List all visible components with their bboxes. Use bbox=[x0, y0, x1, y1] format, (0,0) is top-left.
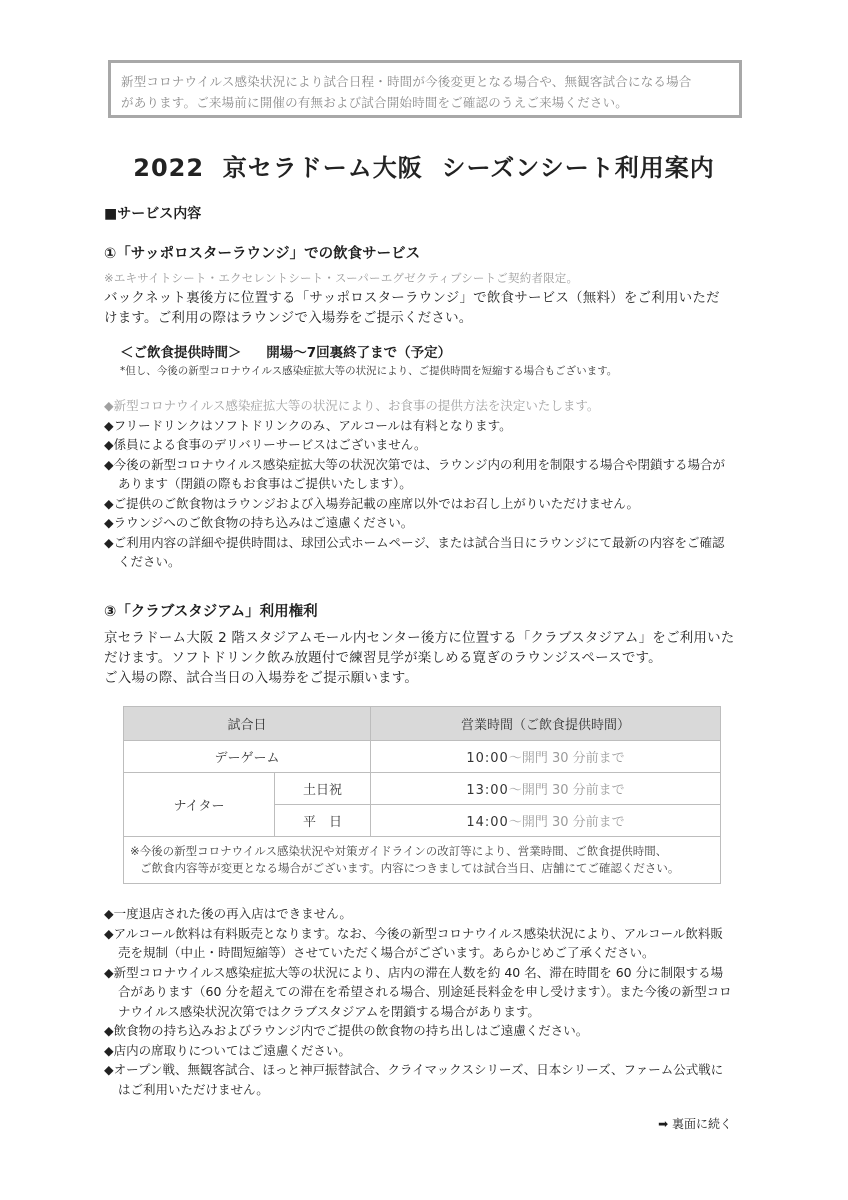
list-item: ◆ご提供のご飲食物はラウンジおよび入場券記載の座席以外ではお召し上がりいただけません。 bbox=[104, 495, 640, 511]
list-item: ◆ご利用内容の詳細や提供時間は、球団公式ホームページ、または試合当日にラウンジにて最新の内容をご確認ください。 bbox=[104, 534, 725, 569]
table-note-row bbox=[124, 837, 721, 884]
club-desc-line-3: ご入場の際、試合当日の入場券をご提示願います。 bbox=[104, 670, 419, 686]
continue-on-back bbox=[658, 1115, 732, 1132]
time-suffix: ～開門 30 分前まで bbox=[508, 783, 625, 798]
table-header-hours: 営業時間（ご飲食提供時間） bbox=[371, 707, 721, 741]
lounge-hours-note: *但し、今後の新型コロナウイルス感染症拡大等の状況により、ご提供時間を短縮する場合もございます。 bbox=[120, 365, 618, 377]
club-stadium-heading: ③「クラブスタジアム」利用権利 bbox=[104, 604, 318, 620]
weekday-time: 14:00 bbox=[466, 815, 509, 830]
list-item: ◆新型コロナウイルス感染症拡大等の状況により、お食事の提供方法を決定いたします。 bbox=[104, 398, 600, 413]
list-item: ◆係員による食事のデリバリーサービスはございません。 bbox=[104, 437, 427, 452]
day-game-hours bbox=[371, 741, 721, 773]
hours-table bbox=[123, 706, 721, 884]
table-row bbox=[124, 741, 721, 773]
page-title: 2022 京セラドーム大阪 シーズンシート利用案内 bbox=[133, 154, 715, 182]
list-item: ◆フリードリンクはソフトドリンクのみ、アルコールは有料となります。 bbox=[104, 417, 512, 433]
continue-text: 裏面に続く bbox=[671, 1117, 732, 1131]
notice-line-1: 新型コロナウイルス感染状況により試合日程・時間が今後変更となる場合や、無観客試合になる場合 bbox=[121, 74, 692, 89]
holiday-hours bbox=[371, 773, 721, 805]
holiday-time: 13:00 bbox=[466, 783, 509, 798]
weekday-label: 平 日 bbox=[275, 805, 371, 837]
list-item: ◆ラウンジへのご飲食物の持ち込みはご遠慮ください。 bbox=[104, 515, 414, 530]
lounge-bullet-list bbox=[104, 396, 734, 572]
covid-notice-box bbox=[108, 60, 742, 118]
club-bullet-list bbox=[104, 904, 734, 1099]
lounge-hours bbox=[120, 341, 451, 361]
list-item: ◆オープン戦、無観客試合、ほっと神戸振替試合、クライマックスシリーズ、日本シリーズ、ファーム公式戦にはご利用いただけません。 bbox=[104, 1062, 724, 1097]
club-stadium-description bbox=[104, 628, 744, 688]
lounge-desc-line-2: けます。ご利用の際はラウンジで入場券をご提示ください。 bbox=[104, 310, 473, 326]
list-item: ◆今後の新型コロナウイルス感染症拡大等の状況次第では、ラウンジ内の利用を制限する場合や閉鎖する場合があります（閉鎖の際もお食事はご提供いたします）。 bbox=[104, 456, 726, 491]
weekday-hours bbox=[371, 805, 721, 837]
time-suffix: ～開門 30 分前まで bbox=[508, 751, 625, 766]
lounge-description bbox=[104, 288, 744, 328]
day-game-time: 10:00 bbox=[466, 751, 509, 766]
list-item: ◆飲食物の持ち込みおよびラウンジ内でご提供の飲食物の持ち出しはご遠慮ください。 bbox=[104, 1023, 589, 1038]
holiday-label: 土日祝 bbox=[275, 773, 371, 805]
section-heading: ■サービス内容 bbox=[104, 206, 202, 222]
lounge-hours-value: 開場～7回裏終了まで（予定） bbox=[266, 345, 452, 361]
lounge-hours-label: ＜ご飲食提供時間＞ bbox=[120, 345, 242, 361]
club-desc-line-2: だけます。ソフトドリンク飲み放題付で練習見学が楽しめる寛ぎのラウンジスペースです。 bbox=[104, 650, 662, 666]
night-game-label: ナイター bbox=[124, 773, 275, 837]
list-item: ◆一度退店された後の再入店はできません。 bbox=[104, 906, 352, 921]
notice-line-2: があります。ご来場前に開催の有無および試合開始時間をご確認のうえご来場ください。 bbox=[121, 95, 629, 110]
club-desc-line-1: 京セラドーム大阪 2 階スタジアムモール内センター後方に位置する「クラブスタジアム」をご利用いた bbox=[104, 630, 735, 646]
table-note bbox=[124, 837, 721, 884]
table-note-line-2: ご飲食内容等が変更となる場合がございます。内容につきましては試合当日、店舗にてご確認ください。 bbox=[140, 861, 680, 875]
table-header-game-day: 試合日 bbox=[124, 707, 371, 741]
lounge-desc-line-1: バックネット裏後方に位置する「サッポロスターラウンジ」で飲食サービス（無料）をご利用いただ bbox=[104, 290, 720, 306]
table-note-line-1: ※今後の新型コロナウイルス感染状況や対策ガイドラインの改訂等により、営業時間、ご飲食提供時間、 bbox=[130, 844, 668, 858]
list-item: ◆アルコール飲料は有料販売となります。なお、今後の新型コロナウイルス感染状況により、アルコール飲料販売を規制（中止・時間短縮等）させていただく場合がございます。あらかじめご了承ください。 bbox=[104, 925, 723, 960]
lounge-eligibility: ※エキサイトシート・エクセレントシート・スーパーエグゼクティブシートご契約者限定。 bbox=[104, 271, 579, 285]
list-item: ◆店内の席取りについてはご遠慮ください。 bbox=[104, 1042, 351, 1058]
lounge-heading: ①「サッポロスターラウンジ」での飲食サービス bbox=[104, 246, 421, 262]
arrow-right-icon: ➡ bbox=[658, 1117, 669, 1131]
list-item: ◆新型コロナウイルス感染症拡大等の状況により、店内の滞在人数を約 40 名、滞在時間を 60 分に制限する場合があります（60 分を超えての滞在を希望される場合、別途延長料金を申し受けます）。また今後の新型コロナウイルス感染状況次第ではクラブスタジアムを閉鎖する場合があります。 bbox=[104, 964, 732, 1019]
table-row bbox=[124, 773, 721, 805]
time-suffix: ～開門 30 分前まで bbox=[508, 815, 625, 830]
table-header-row bbox=[124, 707, 721, 741]
day-game-label: デーゲーム bbox=[124, 741, 371, 773]
